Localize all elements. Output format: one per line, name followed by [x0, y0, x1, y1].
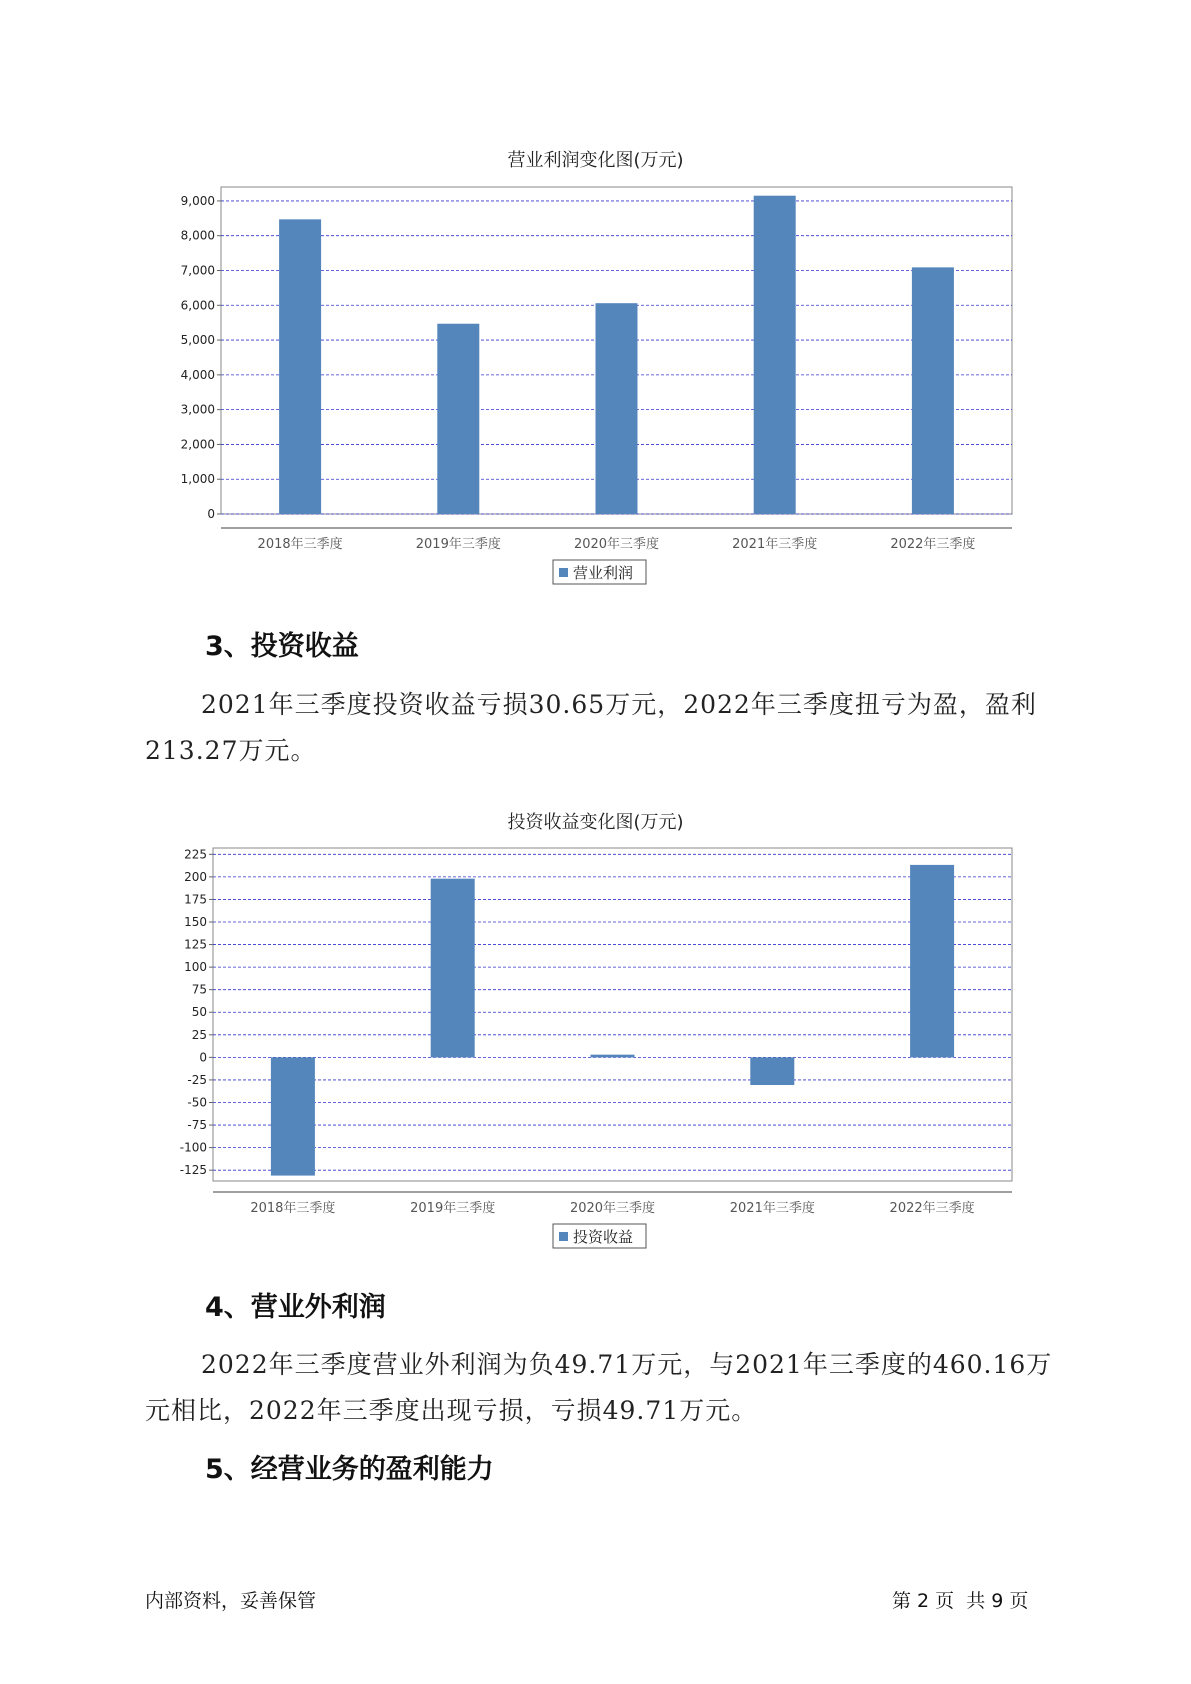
y-tick-label: 4,000: [180, 367, 215, 382]
y-tick-label: 125: [184, 937, 207, 952]
x-tick-label: 2018年三季度: [257, 537, 343, 552]
y-tick-label: -125: [179, 1163, 207, 1178]
x-tick-label: 2019年三季度: [415, 537, 501, 552]
x-tick-label: 2019年三季度: [410, 1201, 496, 1216]
chart1-title: 营业利润变化图(万元): [507, 150, 684, 171]
x-tick-label: 2021年三季度: [732, 537, 818, 552]
y-tick-label: 6,000: [180, 298, 215, 313]
y-tick-label: -50: [187, 1095, 207, 1110]
bar: [271, 1057, 315, 1175]
footer-page-number: 第 2 页 共 9 页: [892, 1590, 1029, 1612]
section3-heading: 3、投资收益: [205, 631, 359, 662]
x-tick-label: 2021年三季度: [729, 1201, 815, 1216]
y-tick-label: 25: [191, 1027, 207, 1042]
y-tick-label: 75: [191, 982, 207, 997]
x-tick-label: 2022年三季度: [890, 537, 976, 552]
x-tick-label: 2022年三季度: [889, 1201, 975, 1216]
y-tick-label: 175: [184, 892, 207, 907]
y-tick-label: 0: [199, 1050, 207, 1065]
legend-label: 营业利润: [573, 564, 634, 582]
legend-label: 投资收益: [573, 1228, 634, 1246]
y-tick-label: 200: [184, 869, 207, 884]
bar: [910, 865, 954, 1057]
y-tick-label: 8,000: [180, 228, 215, 243]
chart2-title: 投资收益变化图(万元): [507, 812, 684, 833]
y-tick-label: 150: [184, 915, 207, 929]
bar: [591, 1055, 635, 1058]
y-tick-label: 0: [207, 507, 215, 521]
y-tick-label: 50: [191, 1005, 207, 1020]
bar: [750, 1057, 794, 1085]
section4-paragraph: 2022年三季度营业外利润为负49.71万元，与2021年三季度的460.16万元相比，2022年三季度出现亏损，亏损49.71万元。: [145, 1350, 1053, 1425]
x-tick-label: 2020年三季度: [569, 1201, 656, 1216]
x-tick-label: 2020年三季度: [573, 537, 660, 552]
y-tick-label: 7,000: [180, 263, 215, 278]
y-tick-label: -75: [187, 1118, 207, 1133]
legend-swatch: [559, 1232, 568, 1241]
y-tick-label: -100: [179, 1140, 207, 1155]
y-tick-label: 2,000: [180, 437, 215, 452]
y-tick-label: 225: [184, 847, 207, 862]
y-tick-label: -25: [187, 1072, 207, 1087]
y-tick-label: 3,000: [180, 402, 215, 417]
section3-paragraph: 2021年三季度投资收益亏损30.65万元，2022年三季度扭亏为盈，盈利213.27万元。: [145, 690, 1037, 765]
y-tick-label: 9,000: [180, 193, 215, 208]
footer-confidential: 内部资料，妥善保管: [145, 1590, 317, 1612]
plot-area: [213, 848, 1012, 1181]
bar: [431, 879, 475, 1058]
y-tick-label: 1,000: [180, 472, 215, 487]
y-tick-label: 5,000: [180, 333, 215, 348]
section4-heading: 4、营业外利润: [205, 1292, 386, 1323]
y-tick-label: 100: [184, 960, 207, 975]
x-tick-label: 2018年三季度: [250, 1201, 336, 1216]
section5-heading: 5、经营业务的盈利能力: [205, 1454, 494, 1485]
